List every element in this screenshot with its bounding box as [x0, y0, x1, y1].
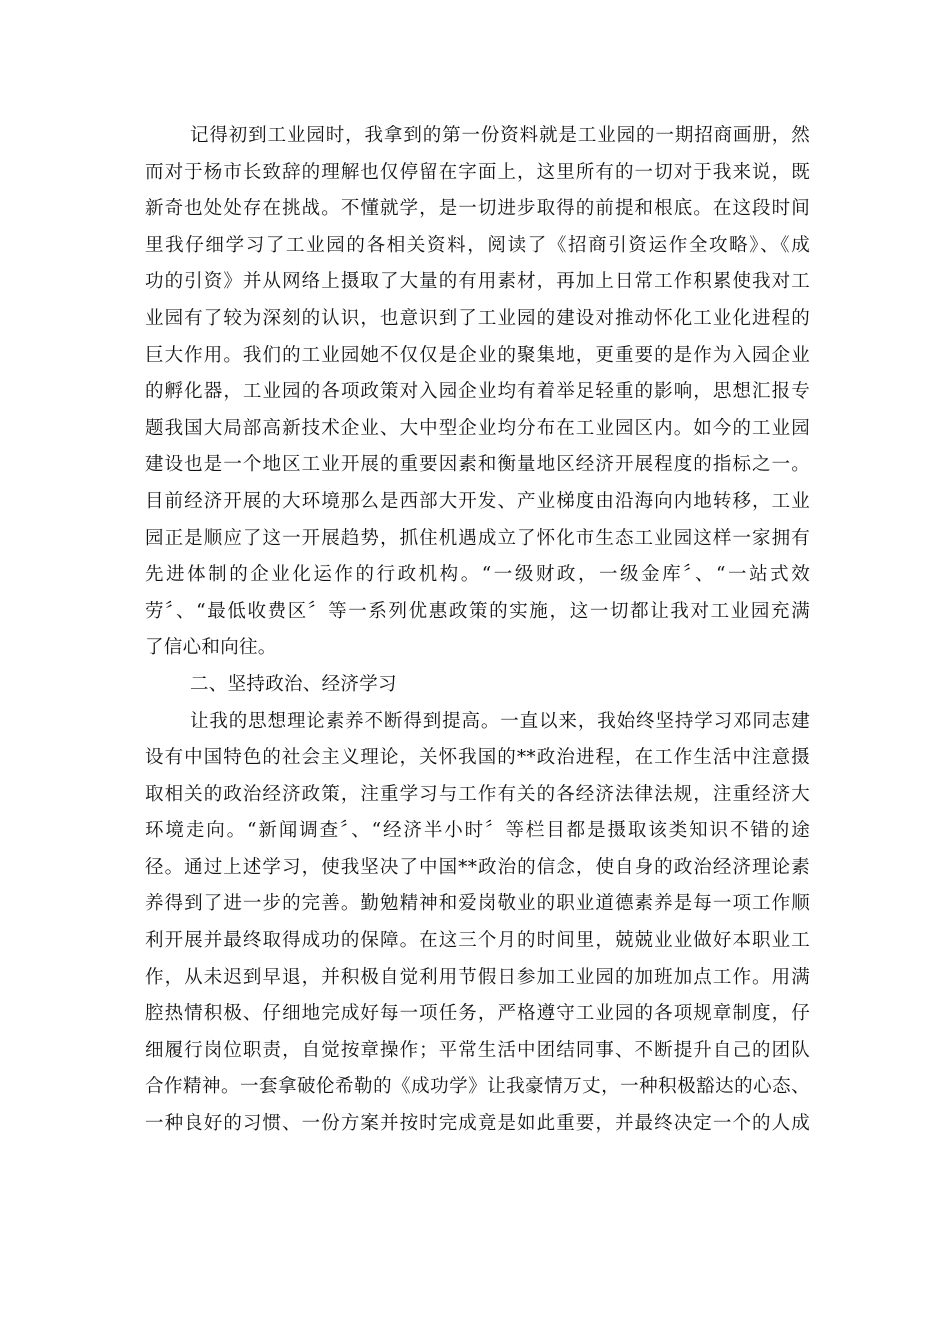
text-line: 园正是顺应了这一开展趋势，抓住机遇成立了怀化市生态工业园这样一家拥有 [145, 527, 810, 549]
text-line: 设有中国特色的社会主义理论，关怀我国的**政治进程，在工作生活中注意摄 [145, 747, 810, 769]
text-line: 的孵化器，工业园的各项政策对入园企业均有着举足轻重的影响，思想汇报专 [145, 381, 810, 403]
text-line: 记得初到工业园时，我拿到的第一份资料就是工业园的一期招商画册，然 [190, 125, 810, 146]
text-line: 劳〞、“最低收费区〞等一系列优惠政策的实施，这一切都让我对工业园充满 [145, 600, 810, 622]
text-line: 让我的思想理论素养不断得到提高。一直以来，我始终坚持学习邓同志建 [190, 710, 810, 732]
paragraph-intro [145, 118, 810, 667]
paragraph-study [145, 704, 810, 1143]
document-body [145, 118, 810, 1143]
text-line: 合作精神。一套拿破伦希勒的《成功学》让我豪情万丈，一种积极豁达的心态、 [145, 1076, 810, 1098]
text-line: 而对于杨市长致辞的理解也仅停留在字面上，这里所有的一切对于我来说，既 [145, 161, 810, 183]
text-line: 一种良好的习惯、一份方案并按时完成竟是如此重要，并最终决定一个的人成 [145, 1113, 810, 1135]
text-line: 新奇也处处存在挑战。不懂就学，是一切进步取得的前提和根底。在这段时间 [145, 198, 810, 220]
text-line: 腔热情积极、仔细地完成好每一项任务，严格遵守工业园的各项规章制度，仔 [145, 1003, 810, 1025]
text-line: 细履行岗位职责，自觉按章操作；平常生活中团结同事、不断提升自己的团队 [145, 1039, 810, 1061]
text-line: 环境走向。“新闻调查〞、“经济半小时〞等栏目都是摄取该类知识不错的途 [145, 820, 810, 842]
section-heading [145, 667, 810, 704]
text-line: 先进体制的企业化运作的行政机构。“一级财政，一级金库〞、“一站式效 [145, 564, 810, 586]
text-line: 建设也是一个地区工业开展的重要因素和衡量地区经济开展程度的指标之一。 [145, 454, 810, 476]
text-line: 利开展并最终取得成功的保障。在这三个月的时间里，兢兢业业做好本职业工 [145, 930, 810, 952]
text-line: 题我国大局部高新技术企业、大中型企业均分布在工业园区内。如今的工业园 [145, 417, 810, 439]
text-line: 作，从未迟到早退，并积极自觉利用节假日参加工业园的加班加点工作。用满 [145, 966, 810, 988]
text-line: 巨大作用。我们的工业园她不仅仅是企业的聚集地，更重要的是作为入园企业 [145, 344, 810, 366]
text-line: 目前经济开展的大环境那么是西部大开发、产业梯度由沿海向内地转移，工业 [145, 490, 810, 512]
text-line: 业园有了较为深刻的认识，也意识到了工业园的建设对推动怀化工业化进程的 [145, 307, 810, 329]
text-line: 取相关的政治经济政策，注重学习与工作有关的各经济法律法规，注重经济大 [145, 783, 810, 805]
text-line: 里我仔细学习了工业园的各相关资料，阅读了《招商引资运作全攻略》、《成 [145, 234, 810, 256]
text-line: 了信心和向往。 [145, 637, 277, 659]
text-line: 径。通过上述学习，使我坚决了中国**政治的信念，使自身的政治经济理论素 [145, 856, 810, 878]
text-line: 功的引资》并从网络上摄取了大量的有用素材，再加上日常工作积累使我对工 [145, 271, 810, 293]
heading-text: 二、坚持政治、经济学习 [190, 673, 397, 695]
text-line: 养得到了进一步的完善。勤勉精神和爱岗敬业的职业道德素养是每一项工作顺 [145, 893, 810, 915]
